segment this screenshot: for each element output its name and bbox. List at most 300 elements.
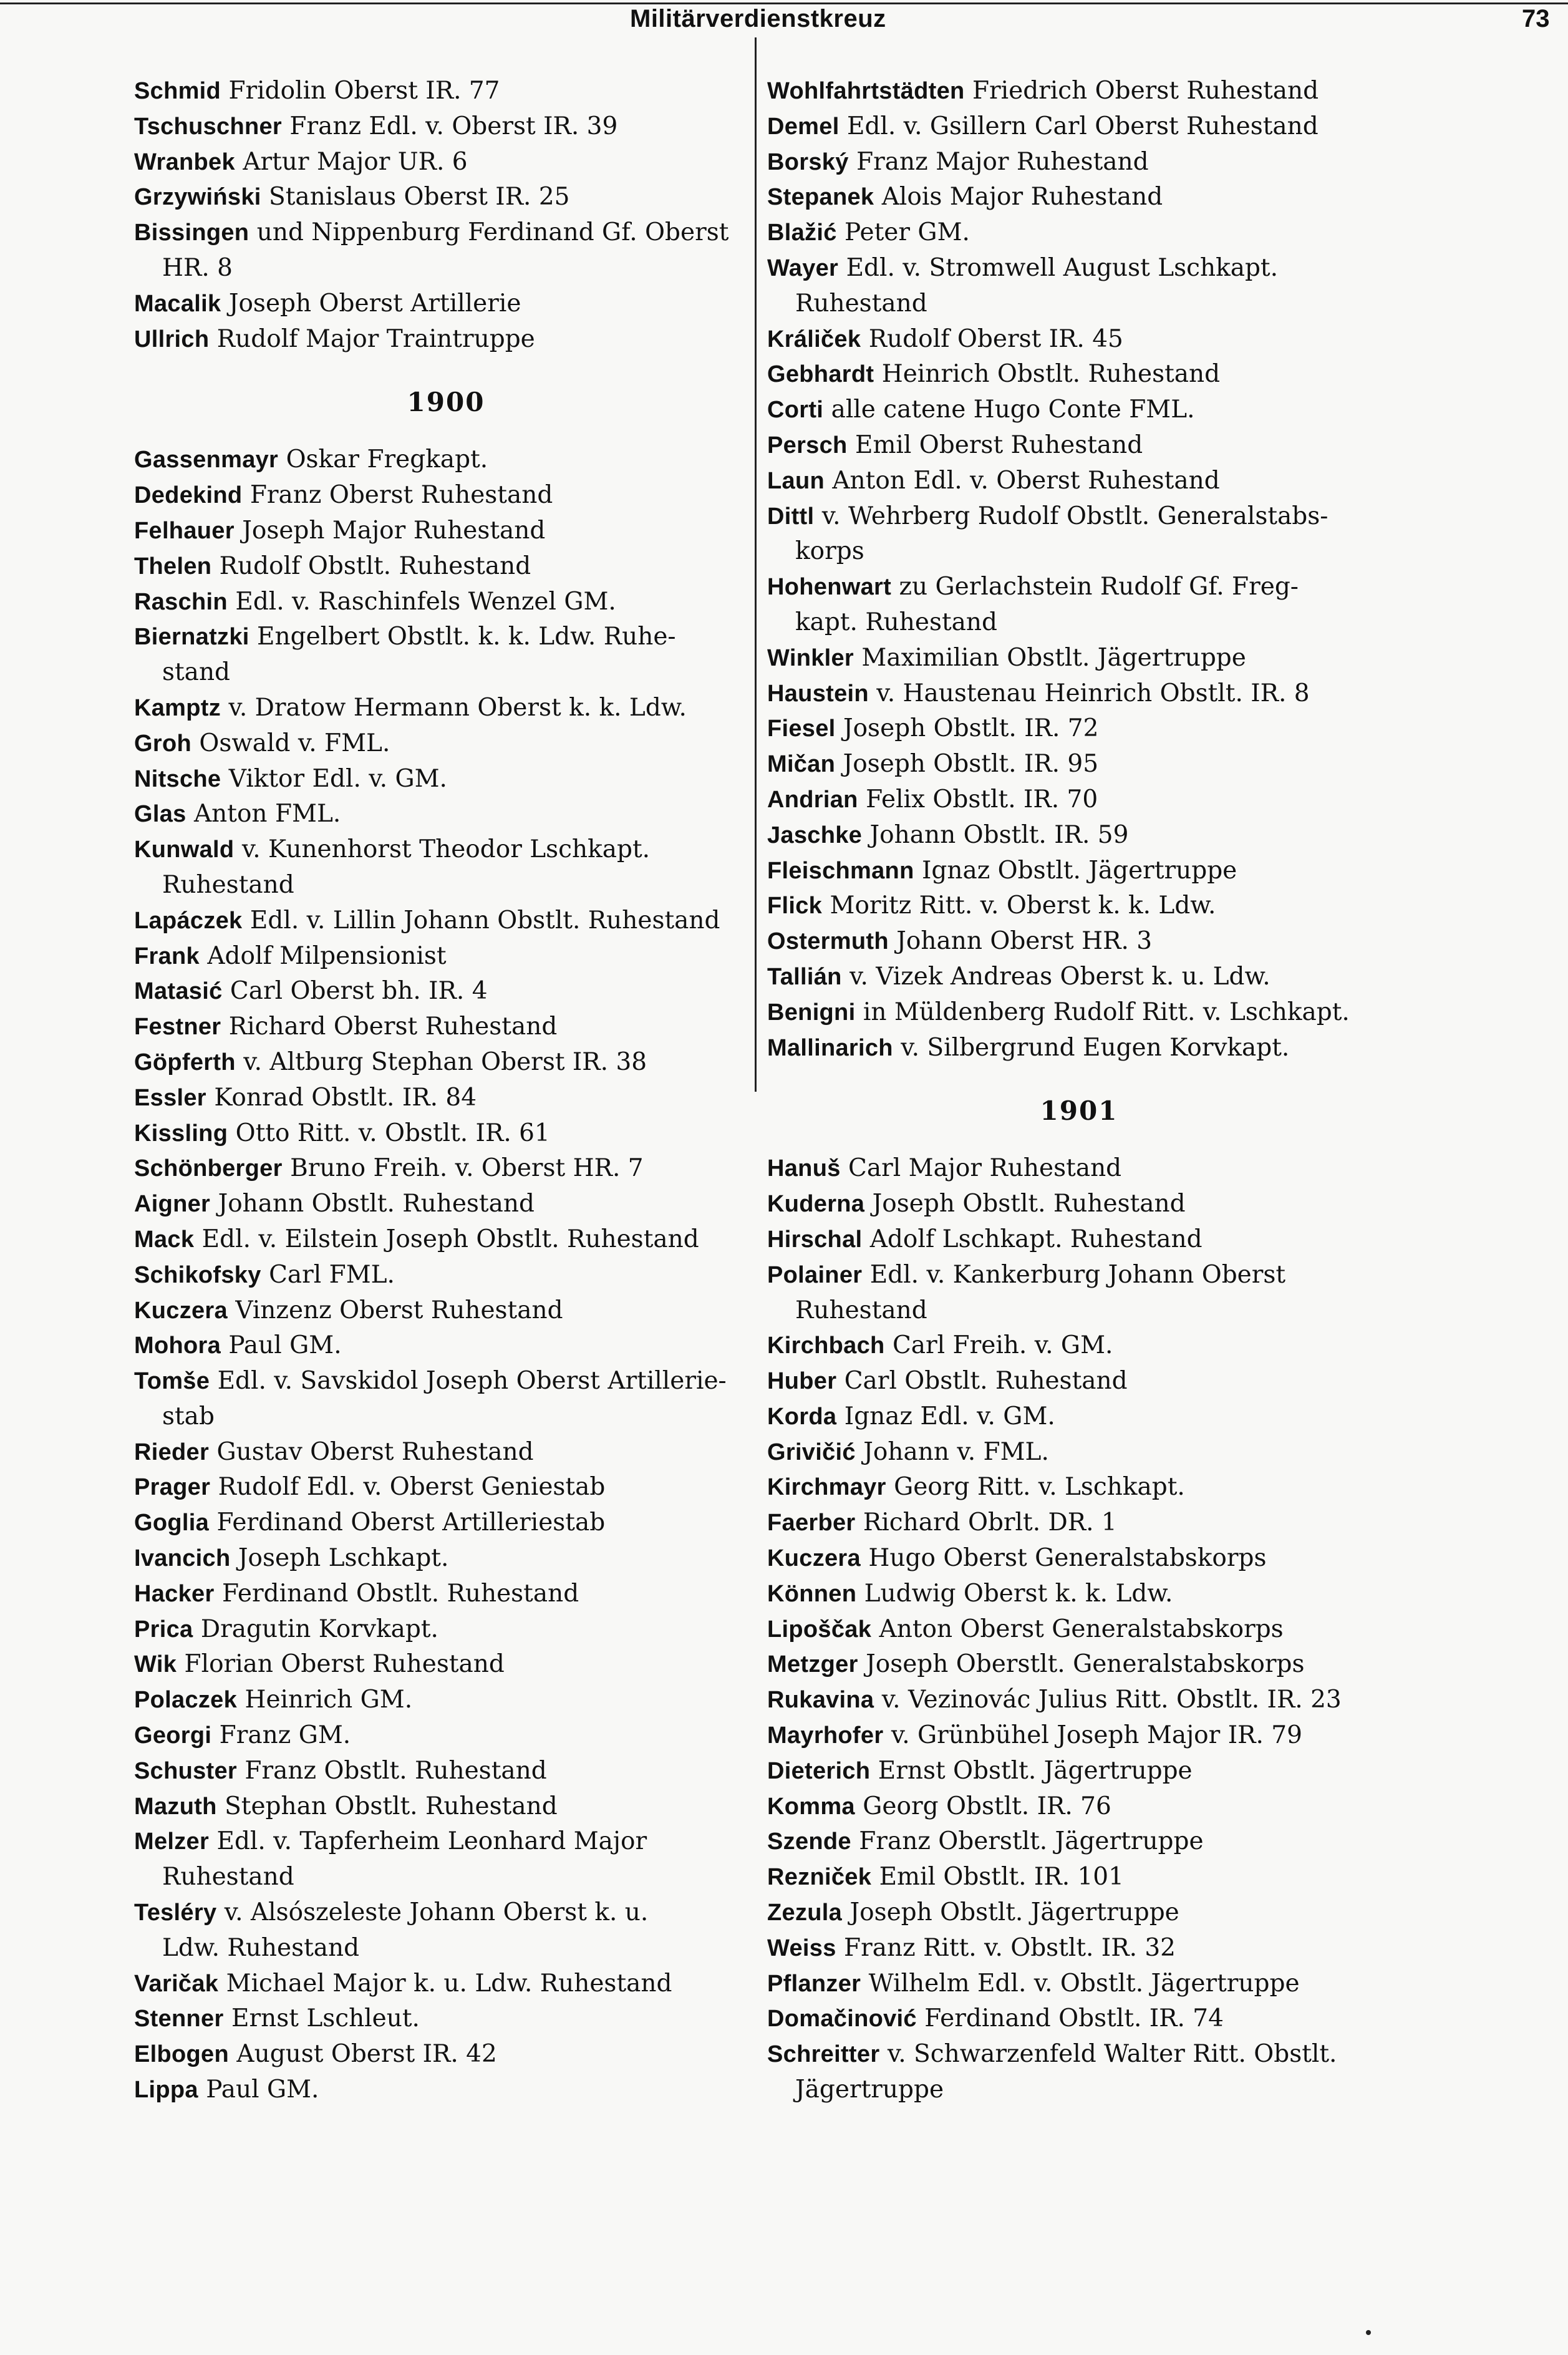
list-item <box>134 619 758 691</box>
entry-details: Joseph Lschkapt. <box>238 1544 449 1573</box>
entry-details: Vinzenz Oberst Ruhestand <box>235 1296 563 1324</box>
entry-continuation: kapt. Ruhestand <box>795 608 998 636</box>
surname: Kirchmayr <box>767 1474 886 1501</box>
entry-details: Stephan Obstlt. Ruhestand <box>225 1792 558 1820</box>
list-item <box>134 109 758 145</box>
entry-details: Ferdinand Obstlt. Ruhestand <box>221 1579 579 1608</box>
surname: Kissling <box>134 1120 228 1147</box>
surname: Huber <box>767 1368 837 1395</box>
list-item <box>134 1541 758 1576</box>
surname: Frank <box>134 943 200 969</box>
list-item <box>134 1080 758 1116</box>
surname: Schuster <box>134 1757 238 1784</box>
entry-details: Joseph Major Ruhestand <box>242 516 546 545</box>
entry-details: Carl FML. <box>269 1260 395 1289</box>
list-item <box>134 442 758 478</box>
entry-details: Carl Major Ruhestand <box>848 1154 1122 1183</box>
surname: Können <box>767 1580 857 1607</box>
list-item <box>767 1541 1391 1576</box>
entry-details: v. Vizek Andreas Oberst k. u. Ldw. <box>849 962 1270 991</box>
surname: Glas <box>134 801 186 828</box>
entry-continuation: korps <box>795 537 864 566</box>
list-item <box>767 747 1391 782</box>
entry-details: v. Vezinovác Julius Ritt. Obstlt. IR. 23 <box>881 1686 1342 1714</box>
year-heading: 1901 <box>1040 1095 1118 1127</box>
list-item <box>767 1222 1391 1258</box>
entry-details: v. Schwarzenfeld Walter Ritt. Obstlt. <box>887 2040 1337 2069</box>
surname: Gebhardt <box>767 361 874 388</box>
list-item <box>134 1824 758 1895</box>
surname: Szende <box>767 1828 851 1855</box>
entry-details: Maximilian Obstlt. Jägertruppe <box>861 643 1246 672</box>
list-item <box>767 499 1391 570</box>
entry-details: Ignaz Obstlt. Jägertruppe <box>922 856 1237 885</box>
surname: Polaczek <box>134 1687 238 1714</box>
entry-details: Gustav Oberst Ruhestand <box>216 1437 534 1466</box>
entry-details: Rudolf Oberst IR. 45 <box>868 324 1123 353</box>
entry-details: Edl. v. Tapferheim Leonhard Major <box>216 1827 647 1856</box>
entry-details: Ernst Obstlt. Jägertruppe <box>878 1756 1193 1785</box>
entry-details: Oskar Fregkapt. <box>286 445 488 474</box>
list-item <box>134 1328 758 1364</box>
entry-continuation: Ruhestand <box>795 289 927 318</box>
surname: Jaschke <box>767 822 863 848</box>
surname: Pflanzer <box>767 1970 861 1997</box>
surname: Melzer <box>134 1828 210 1855</box>
list-item <box>134 215 758 286</box>
entry-details: Rudolf Major Traintruppe <box>216 324 535 353</box>
entry-details: v. Altburg Stephan Oberst IR. 38 <box>243 1047 647 1076</box>
list-item <box>767 1470 1391 1505</box>
surname: Dittl <box>767 503 815 530</box>
list-item <box>134 1435 758 1470</box>
list-item <box>134 322 758 357</box>
list-item <box>767 1151 1391 1187</box>
list-item <box>767 1399 1391 1435</box>
entry-details: und Nippenburg Ferdinand Gf. Oberst <box>256 218 729 247</box>
surname: Hacker <box>134 1580 215 1607</box>
entry-details: Joseph Obstlt. IR. 72 <box>843 714 1099 743</box>
surname: Georgi <box>134 1722 212 1749</box>
surname: Felhauer <box>134 517 235 544</box>
surname: Fiesel <box>767 716 836 742</box>
surname: Zezula <box>767 1900 843 1926</box>
entry-details: Rudolf Obstlt. Ruhestand <box>219 551 531 580</box>
list-item <box>134 2072 758 2108</box>
entry-details: Heinrich Obstlt. Ruhestand <box>881 360 1221 389</box>
list-item <box>134 513 758 549</box>
list-item <box>767 1187 1391 1222</box>
surname: Andrian <box>767 786 858 813</box>
list-item <box>767 322 1391 357</box>
entry-details: v. Wehrberg Rudolf Obstlt. Generalstabs- <box>821 502 1328 530</box>
surname: Varičak <box>134 1970 219 1997</box>
page-number: 73 <box>1522 5 1550 32</box>
surname: Matasić <box>134 978 223 1005</box>
list-item <box>767 959 1391 995</box>
surname: Wohlfahrtstädten <box>767 78 965 104</box>
list-item <box>134 286 758 322</box>
surname: Domačinović <box>767 2006 917 2032</box>
surname: Wayer <box>767 255 839 281</box>
list-item <box>134 145 758 180</box>
entry-details: Artur Major UR. 6 <box>243 147 468 176</box>
surname: Weiss <box>767 1935 836 1961</box>
entry-details: v. Kunenhorst Theodor Lschkapt. <box>241 835 651 864</box>
list-item <box>134 832 758 903</box>
list-item <box>767 215 1391 251</box>
entry-details: Franz Ritt. v. Obstlt. IR. 32 <box>844 1933 1176 1962</box>
surname: Stenner <box>134 2006 224 2032</box>
entry-details: in Müldenberg Rudolf Ritt. v. Lschkapt. <box>863 998 1350 1026</box>
list-item <box>767 1754 1391 1789</box>
list-item <box>134 974 758 1009</box>
entry-details: Joseph Oberst Artillerie <box>228 289 521 318</box>
surname: Faerber <box>767 1510 856 1537</box>
entry-details: Engelbert Obstlt. k. k. Ldw. Ruhe- <box>257 623 676 651</box>
surname: Grivičić <box>767 1439 856 1465</box>
list-item <box>767 888 1391 924</box>
entry-details: Ferdinand Oberst Artilleriestab <box>216 1508 606 1537</box>
entry-details: Richard Obrlt. DR. 1 <box>863 1508 1117 1537</box>
surname: Rezniček <box>767 1864 872 1891</box>
entry-details: Anton FML. <box>194 800 341 828</box>
page-header <box>0 5 1568 49</box>
list-item <box>134 797 758 832</box>
entry-continuation: Ruhestand <box>795 1296 927 1324</box>
entry-details: Oswald v. FML. <box>199 729 390 757</box>
list-item <box>767 109 1391 145</box>
surname: Winkler <box>767 644 854 671</box>
entry-details: Georg Ritt. v. Lschkapt. <box>894 1473 1185 1502</box>
entry-details: Carl Oberst bh. IR. 4 <box>230 977 488 1006</box>
surname: Persch <box>767 432 848 459</box>
entry-continuation: Ldw. Ruhestand <box>162 1933 360 1962</box>
list-item <box>767 1435 1391 1470</box>
entry-details: Joseph Obstlt. Jägertruppe <box>849 1898 1179 1927</box>
list-item <box>134 180 758 215</box>
list-item <box>767 1895 1391 1931</box>
surname: Dedekind <box>134 482 243 509</box>
left-column <box>134 74 758 2108</box>
surname: Schönberger <box>134 1155 283 1182</box>
surname: Mallinarich <box>767 1034 893 1061</box>
surname: Metzger <box>767 1651 858 1678</box>
list-item <box>134 1576 758 1612</box>
list-item <box>767 2037 1391 2108</box>
surname: Festner <box>134 1014 221 1041</box>
entry-details: Fridolin Oberst IR. 77 <box>228 77 500 105</box>
entry-details: Franz GM. <box>219 1721 351 1750</box>
entry-details: v. Dratow Hermann Oberst k. k. Ldw. <box>228 693 687 722</box>
entry-details: Emil Oberst Ruhestand <box>854 430 1143 459</box>
surname: Ostermuth <box>767 928 889 955</box>
list-item <box>767 711 1391 747</box>
surname: Kuderna <box>767 1191 865 1218</box>
surname: Schikofsky <box>134 1261 261 1288</box>
surname: Essler <box>134 1084 206 1111</box>
running-title: Militärverdienstkreuz <box>630 5 886 32</box>
entry-details: Edl. v. Stromwell August Lschkapt. <box>846 253 1279 282</box>
entry-details: Konrad Obstlt. IR. 84 <box>214 1083 477 1112</box>
list-item <box>767 1258 1391 1329</box>
entry-details: Rudolf Edl. v. Oberst Geniestab <box>218 1473 606 1502</box>
list-item <box>767 818 1391 853</box>
entry-details: Adolf Milpensionist <box>207 941 447 970</box>
list-item <box>767 464 1391 499</box>
entry-details: alle catene Hugo Conte FML. <box>831 396 1195 424</box>
surname: Kamptz <box>134 694 221 721</box>
list-item <box>134 1151 758 1187</box>
surname: Blažić <box>767 220 837 246</box>
entry-details: Alois Major Ruhestand <box>881 183 1163 211</box>
surname: Kirchbach <box>767 1333 885 1359</box>
surname: Raschin <box>134 588 228 615</box>
entry-details: Bruno Freih. v. Oberst HR. 7 <box>290 1154 644 1183</box>
surname: Kuczera <box>767 1545 861 1572</box>
entry-continuation: Jägertruppe <box>795 2076 944 2104</box>
list-item <box>767 570 1391 641</box>
surname: Laun <box>767 467 825 494</box>
surname: Hanuš <box>767 1155 841 1182</box>
list-item <box>134 2037 758 2072</box>
entry-details: Edl. v. Kankerburg Johann Oberst <box>869 1260 1286 1289</box>
stray-dot <box>1366 2330 1371 2335</box>
surname: Hirschal <box>767 1226 863 1253</box>
surname: Dieterich <box>767 1757 871 1784</box>
entry-details: Otto Ritt. v. Obstlt. IR. 61 <box>235 1119 550 1147</box>
list-item <box>767 1824 1391 1860</box>
list-item <box>134 1187 758 1222</box>
entry-details: Heinrich GM. <box>244 1686 413 1714</box>
list-item <box>767 392 1391 428</box>
list-item <box>767 924 1391 959</box>
entry-details: v. Alsószeleste Johann Oberst k. u. <box>224 1898 649 1927</box>
list-item <box>134 726 758 762</box>
entry-details: Richard Oberst Ruhestand <box>228 1012 558 1041</box>
entry-continuation: stand <box>162 658 231 687</box>
surname: Wranbek <box>134 148 235 175</box>
entry-details: Franz Edl. v. Oberst IR. 39 <box>289 112 618 140</box>
surname: Prager <box>134 1474 211 1501</box>
list-item <box>767 145 1391 180</box>
list-item <box>767 1031 1391 1066</box>
list-item <box>767 641 1391 676</box>
list-item <box>767 1647 1391 1682</box>
entry-details: zu Gerlachstein Rudolf Gf. Freg- <box>899 573 1299 601</box>
list-item <box>134 1045 758 1080</box>
list-item <box>767 428 1391 464</box>
surname: Mack <box>134 1226 195 1253</box>
list-item <box>767 1966 1391 2002</box>
surname: Corti <box>767 397 824 424</box>
entry-details: Franz Oberst Ruhestand <box>249 481 553 510</box>
entry-details: Anton Oberst Generalstabskorps <box>879 1615 1284 1643</box>
entry-details: Joseph Oberstlt. Generalstabskorps <box>866 1650 1305 1679</box>
list-item <box>134 1116 758 1152</box>
list-item <box>767 853 1391 889</box>
list-item <box>767 1505 1391 1541</box>
surname: Polainer <box>767 1261 863 1288</box>
surname: Groh <box>134 730 191 757</box>
entry-details: Carl Obstlt. Ruhestand <box>844 1367 1128 1396</box>
entry-continuation: Ruhestand <box>162 1863 294 1891</box>
entry-details: Joseph Obstlt. IR. 95 <box>843 750 1099 779</box>
entry-details: Franz Obstlt. Ruhestand <box>244 1756 547 1785</box>
surname: Tschuschner <box>134 113 282 140</box>
entry-details: v. Silbergrund Eugen Korvkapt. <box>901 1033 1290 1062</box>
list-item <box>767 251 1391 322</box>
list-item <box>134 1895 758 1966</box>
list-item <box>134 1789 758 1825</box>
surname: Haustein <box>767 680 869 707</box>
surname: Fleischmann <box>767 857 914 884</box>
list-item <box>134 2001 758 2037</box>
surname: Prica <box>134 1616 193 1643</box>
surname: Borský <box>767 148 849 175</box>
surname: Aigner <box>134 1191 211 1218</box>
entry-details: Ferdinand Obstlt. IR. 74 <box>924 2004 1224 2033</box>
list-item <box>134 1754 758 1789</box>
surname: Macalik <box>134 290 221 317</box>
list-item <box>134 1505 758 1541</box>
list-item <box>134 585 758 620</box>
surname: Rieder <box>134 1439 210 1465</box>
entry-details: Friedrich Oberst Ruhestand <box>972 77 1319 105</box>
entry-details: Ernst Lschleut. <box>231 2004 420 2033</box>
entry-continuation: Ruhestand <box>162 870 294 899</box>
surname: Lipoščak <box>767 1616 872 1643</box>
entry-details: Johann Obstlt. IR. 59 <box>869 820 1129 849</box>
entry-details: v. Haustenau Heinrich Obstlt. IR. 8 <box>876 679 1310 707</box>
list-item <box>134 1222 758 1258</box>
list-item <box>767 2001 1391 2037</box>
surname: Gassenmayr <box>134 447 279 473</box>
entry-continuation: stab <box>162 1402 215 1430</box>
surname: Ivancich <box>134 1545 231 1572</box>
surname: Kuczera <box>134 1297 228 1324</box>
surname: Ullrich <box>134 326 210 352</box>
list-item <box>134 762 758 797</box>
entry-details: Michael Major k. u. Ldw. Ruhestand <box>226 1969 672 1998</box>
entry-details: Emil Obstlt. IR. 101 <box>879 1863 1124 1891</box>
surname: Králiček <box>767 326 861 352</box>
list-item <box>134 1966 758 2002</box>
entry-details: Ignaz Edl. v. GM. <box>844 1402 1055 1430</box>
list-item <box>134 1364 758 1435</box>
list-item <box>134 549 758 585</box>
entry-details: Georg Obstlt. IR. 76 <box>863 1792 1111 1820</box>
list-item <box>767 357 1391 392</box>
list-item <box>767 1931 1391 1966</box>
list-item <box>767 74 1391 109</box>
entry-continuation: HR. 8 <box>162 253 233 282</box>
surname: Kunwald <box>134 837 235 863</box>
list-item <box>767 676 1391 712</box>
list-item <box>134 691 758 726</box>
list-item <box>767 1328 1391 1364</box>
list-item <box>134 1682 758 1718</box>
surname: Mazuth <box>134 1793 217 1820</box>
surname: Schmid <box>134 78 221 104</box>
entry-details: Edl. v. Eilstein Joseph Obstlt. Ruhestand <box>201 1225 699 1253</box>
surname: Schreitter <box>767 2041 880 2068</box>
entry-details: Adolf Lschkapt. Ruhestand <box>869 1225 1203 1253</box>
surname: Tallián <box>767 963 842 990</box>
surname: Thelen <box>134 553 212 580</box>
surname: Komma <box>767 1793 855 1820</box>
surname: Rukavina <box>767 1687 874 1714</box>
list-item <box>767 995 1391 1031</box>
surname: Wik <box>134 1651 177 1678</box>
entry-details: Anton Edl. v. Oberst Ruhestand <box>832 466 1220 495</box>
list-item <box>767 1860 1391 1895</box>
entry-details: Viktor Edl. v. GM. <box>228 764 447 793</box>
list-item <box>767 180 1391 215</box>
surname: Nitsche <box>134 765 221 792</box>
entry-details: Edl. v. Lillin Johann Obstlt. Ruhestand <box>249 906 720 935</box>
list-item <box>134 478 758 513</box>
top-rule <box>0 2 1568 4</box>
entry-details: v. Grünbühel Joseph Major IR. 79 <box>891 1721 1302 1750</box>
entry-details: Johann v. FML. <box>863 1437 1049 1466</box>
list-item <box>134 1718 758 1754</box>
surname: Biernatzki <box>134 624 249 651</box>
surname: Lippa <box>134 2077 198 2104</box>
surname: Mayrhofer <box>767 1722 884 1749</box>
entry-details: Edl. v. Gsillern Carl Oberst Ruhestand <box>846 112 1319 140</box>
entry-details: Carl Freih. v. GM. <box>892 1331 1113 1360</box>
entry-details: Stanislaus Oberst IR. 25 <box>269 183 570 211</box>
list-item <box>767 1576 1391 1612</box>
surname: Tesléry <box>134 1900 217 1926</box>
entry-details: Johann Oberst HR. 3 <box>896 927 1153 956</box>
surname: Flick <box>767 893 823 920</box>
surname: Tomše <box>134 1368 210 1395</box>
entry-details: Paul GM. <box>206 2076 319 2104</box>
entry-details: Edl. v. Raschinfels Wenzel GM. <box>235 587 616 616</box>
entry-details: Peter GM. <box>844 218 970 247</box>
surname: Lapáczek <box>134 907 243 934</box>
entry-details: Paul GM. <box>228 1331 342 1360</box>
entry-details: August Oberst IR. 42 <box>236 2040 497 2069</box>
list-item <box>134 1612 758 1648</box>
list-item <box>767 1789 1391 1825</box>
surname: Demel <box>767 113 840 140</box>
list-item <box>134 1258 758 1293</box>
entry-details: Ludwig Oberst k. k. Ldw. <box>864 1579 1173 1608</box>
list-item <box>134 939 758 974</box>
entry-details: Franz Oberstlt. Jägertruppe <box>859 1827 1204 1856</box>
entry-details: Joseph Obstlt. Ruhestand <box>872 1190 1186 1218</box>
list-item <box>767 1612 1391 1648</box>
entry-details: Moritz Ritt. v. Oberst k. k. Ldw. <box>830 891 1216 920</box>
list-item <box>134 1647 758 1682</box>
surname: Elbogen <box>134 2041 229 2068</box>
list-item <box>767 1682 1391 1718</box>
right-column <box>767 74 1391 2108</box>
entry-details: Johann Obstlt. Ruhestand <box>218 1190 535 1218</box>
surname: Mohora <box>134 1333 221 1359</box>
entry-details: Dragutin Korvkapt. <box>200 1615 438 1643</box>
entry-details: Franz Major Ruhestand <box>856 147 1149 176</box>
list-item <box>134 1293 758 1329</box>
surname: Grzywiński <box>134 184 261 211</box>
entry-details: Felix Obstlt. IR. 70 <box>866 785 1098 813</box>
surname: Korda <box>767 1403 837 1430</box>
surname: Mičan <box>767 751 836 778</box>
entry-details: Florian Oberst Ruhestand <box>184 1650 505 1679</box>
